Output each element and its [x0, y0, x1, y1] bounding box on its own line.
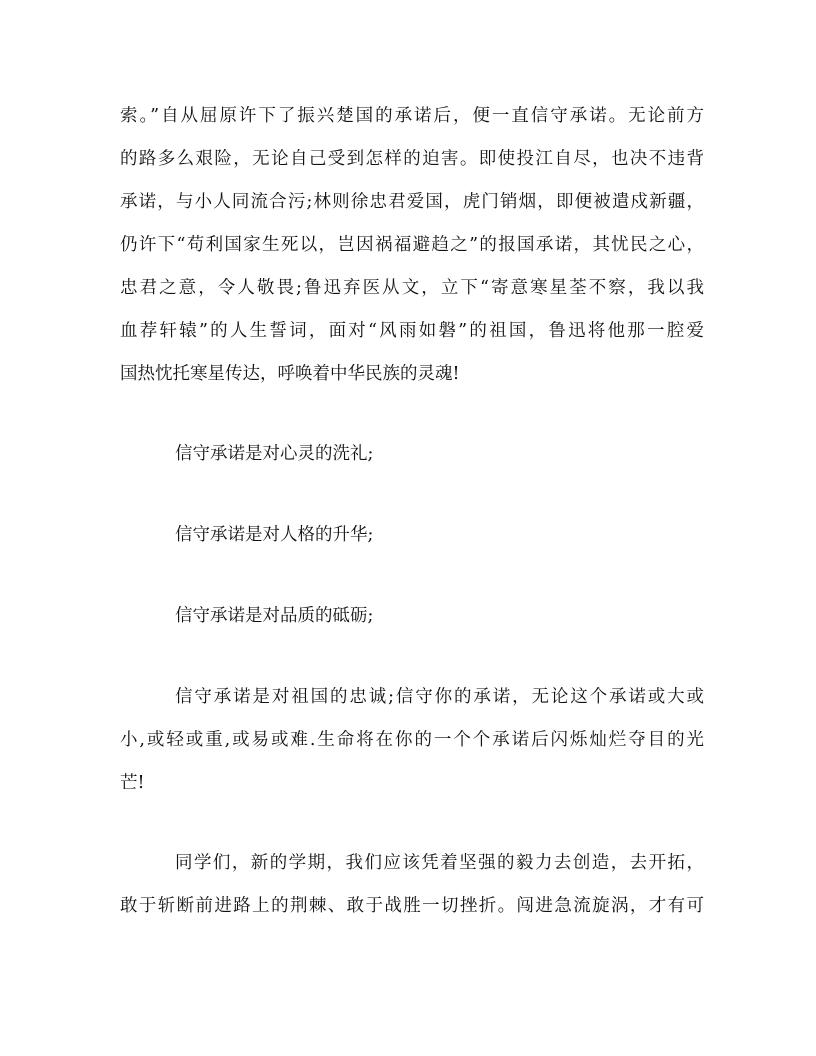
text-line: 承诺，与小人同流合污;林则徐忠君爱国，虎门销烟，即便被遣戍新疆， — [120, 192, 704, 212]
paragraph-4: 信守承诺是对品质的砥砺; — [175, 606, 374, 626]
text-line: 信守承诺是对祖国的忠诚;信守你的承诺，无论这个承诺或大或 — [175, 687, 704, 707]
text-line: 敢于斩断前进路上的荆棘、敢于战胜一切挫折。闯进急流旋涡，才有可 — [120, 896, 704, 916]
paragraph-3: 信守承诺是对人格的升华; — [175, 525, 374, 545]
text-line: 忠君之意，令人敬畏;鲁迅弃医从文，立下“寄意寒星荃不察，我以我 — [120, 278, 704, 298]
text-line: 的路多么艰险，无论自己受到怎样的迫害。即使投江自尽，也决不违背 — [120, 149, 704, 169]
text-line: 国热忱托寒星传达，呼唤着中华民族的灵魂! — [120, 364, 460, 384]
text-line: 芒! — [120, 773, 145, 793]
text-line: 血荐轩辕”的人生誓词，面对“风雨如磐”的祖国，鲁迅将他那一腔爱 — [120, 321, 704, 341]
text-line: 同学们，新的学期，我们应该凭着坚强的毅力去创造，去开拓， — [175, 853, 704, 873]
text-line: 索。”自从屈原许下了振兴楚国的承诺后，便一直信守承诺。无论前方 — [120, 106, 704, 126]
paragraph-2: 信守承诺是对心灵的洗礼; — [175, 444, 374, 464]
text-line: 仍许下“苟利国家生死以，岂因祸福避趋之”的报国承诺，其忧民之心， — [120, 235, 704, 255]
text-line: 小,或轻或重,或易或难.生命将在你的一个个承诺后闪烁灿烂夺目的光 — [120, 730, 704, 750]
